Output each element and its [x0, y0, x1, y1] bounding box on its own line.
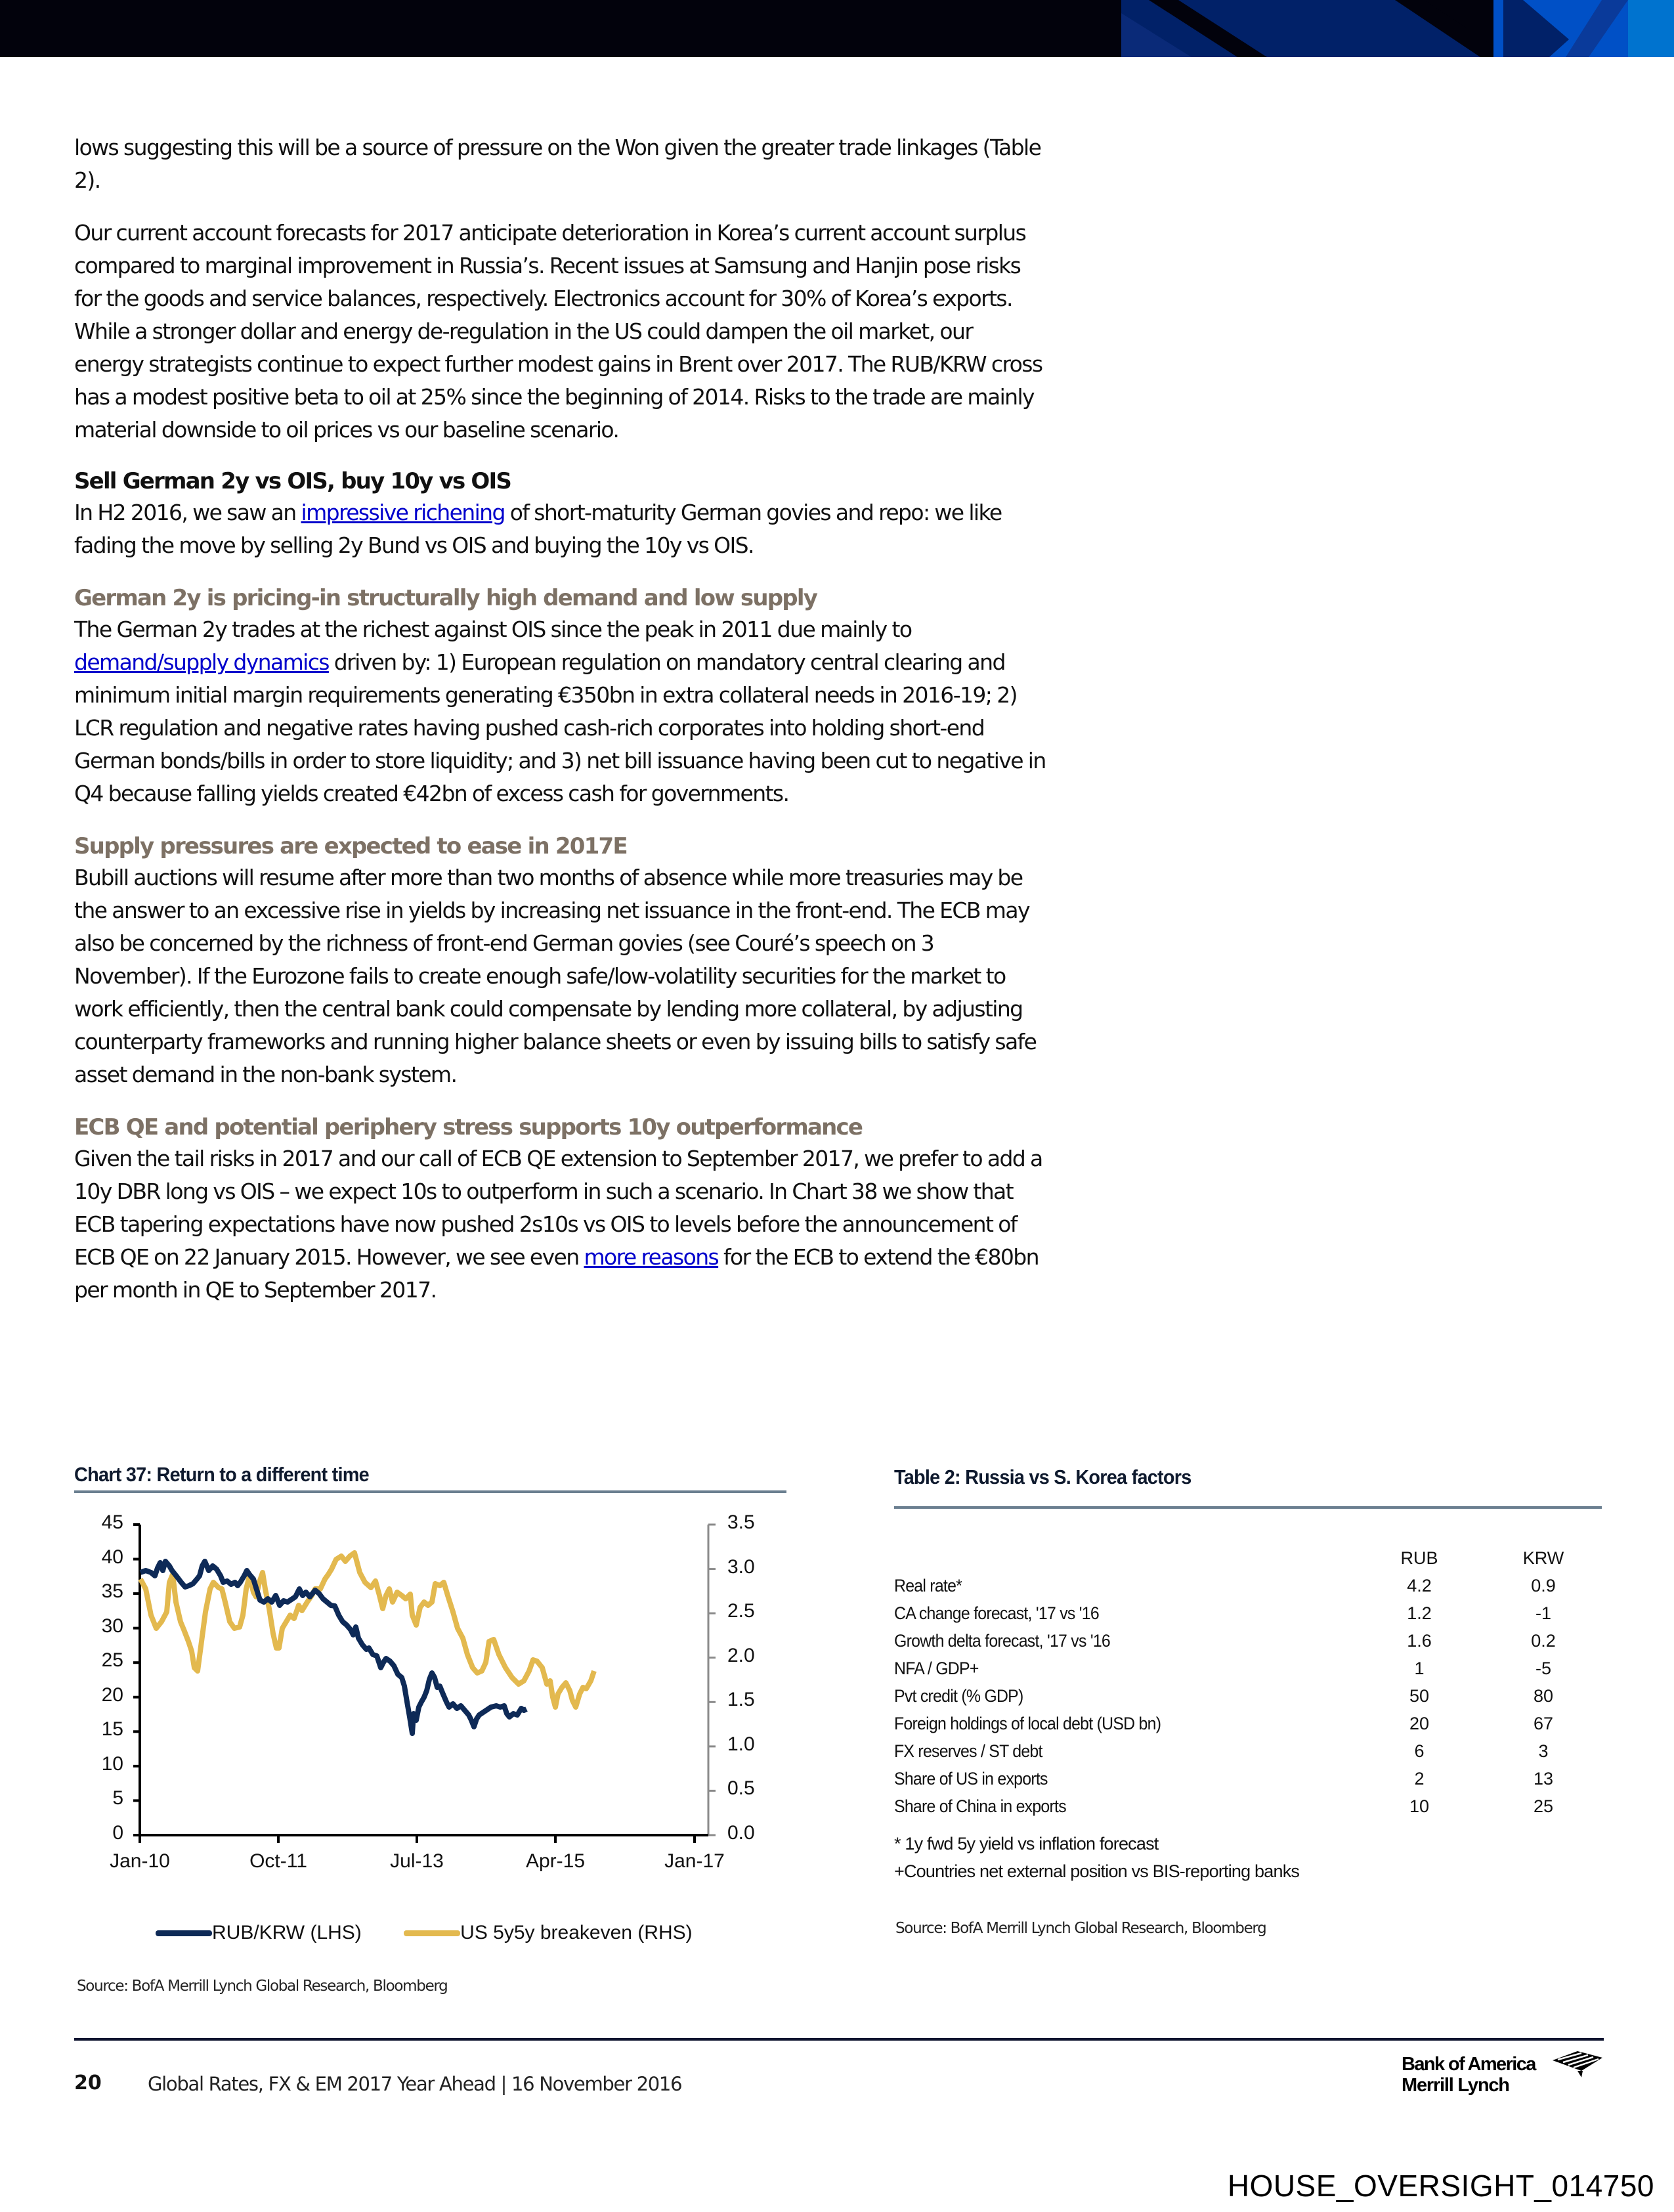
paragraph: Bubill auctions will resume after more than two months of absence while more treasuries may be the answer to an excessive rise in yields by increasing net issuance in the front-end. The ECB may also be concerned by the richness of front-end German govies (see Couré’s speech on 3 November). If the Eurozone fails to create enough safe/low-volatility securities for the market to work efficiently, then the central bank could compensate by lending more collateral, by adjusting counterparty frameworks and running higher balance sheets or even by issuing bills to satisfy safe asset demand in the non-bank system.: [74, 865, 1037, 1087]
x-tick-label: Apr-15: [525, 1850, 586, 1872]
cell: 13: [1533, 1768, 1554, 1789]
legend-label: US 5y5y breakeven (RHS): [460, 1922, 693, 1944]
table-title-rule: [894, 1506, 1602, 1509]
cell: 50: [1409, 1685, 1430, 1706]
chart-37: [74, 1463, 786, 1493]
header-cell: KRW: [1522, 1548, 1564, 1568]
row-label: FX reserves / ST debt: [894, 1741, 1042, 1761]
y2-tick-label: 2.0: [727, 1644, 755, 1666]
legend-label: RUB/KRW (LHS): [212, 1922, 362, 1944]
y-tick-label: 5: [112, 1787, 123, 1810]
y2-tick-label: 1.0: [727, 1733, 755, 1755]
paragraph: [74, 613, 1046, 810]
header-cell: RUB: [1400, 1548, 1438, 1568]
link-impressive-richening[interactable]: impressive richening: [301, 500, 505, 525]
banner-graphic-icon: [0, 0, 1674, 57]
table-title: Table 2: Russia vs S. Korea factors: [894, 1465, 1191, 1488]
y-tick-label: 10: [101, 1752, 123, 1775]
row-label: Foreign holdings of local debt (USD bn): [894, 1713, 1161, 1733]
cell: 1: [1414, 1658, 1425, 1678]
footer-rule: [74, 2038, 1604, 2041]
cell: 3: [1538, 1741, 1549, 1761]
y2-tick-label: 2.5: [727, 1600, 755, 1622]
table-row: [894, 1792, 1602, 1820]
row-label: NFA / GDP+: [894, 1658, 979, 1678]
legend-swatch-rub-krw: [156, 1930, 212, 1936]
footnote: +Countries net external position vs BIS-reporting banks: [894, 1861, 1300, 1881]
cell: 67: [1533, 1713, 1554, 1733]
y2-tick-label: 0.0: [727, 1821, 755, 1844]
y-tick-label: 30: [101, 1615, 123, 1637]
link-more-reasons[interactable]: more reasons: [584, 1244, 719, 1270]
row-label: Share of China in exports: [894, 1796, 1066, 1816]
logo-text-line2: Merrill Lynch: [1402, 2075, 1509, 2096]
chart-source: Source: BofA Merrill Lynch Global Research, Bloomberg: [77, 1978, 448, 1995]
table-row: [894, 1599, 1602, 1627]
factors-table: [894, 1544, 1602, 1820]
sub-heading: ECB QE and potential periphery stress supports 10y outperformance: [74, 1114, 863, 1140]
y-tick-label: 20: [101, 1683, 123, 1706]
table-row: [894, 1682, 1602, 1710]
text: In H2 2016, we saw an: [74, 500, 301, 525]
table-source: Source: BofA Merrill Lynch Global Research, Bloomberg: [895, 1920, 1266, 1937]
table-row: [894, 1765, 1602, 1792]
chart-title: Chart 37: Return to a different time: [74, 1463, 369, 1486]
cell: 0.9: [1531, 1575, 1556, 1595]
x-tick-label: Jan-17: [664, 1850, 725, 1872]
table-row: [894, 1627, 1602, 1655]
cell: 1.2: [1407, 1603, 1432, 1623]
cell: 10: [1409, 1796, 1430, 1816]
cell: -1: [1535, 1603, 1551, 1623]
y-tick-label: 45: [101, 1511, 123, 1533]
y2-tick-label: 3.0: [727, 1555, 755, 1578]
table-2: [894, 1465, 1602, 1937]
link-demand-supply-dynamics[interactable]: demand/supply dynamics: [74, 649, 329, 675]
text: of short-maturity German govies and repo: we like fading the move by selling 2y Bund vs OIS and buying the 10y vs OIS.: [74, 500, 1002, 558]
table-row: [894, 1710, 1602, 1737]
report-title: Global Rates, FX & EM 2017 Year Ahead | 16 November 2016: [148, 2073, 682, 2095]
table-row: [894, 1572, 1602, 1599]
paragraph: lows suggesting this will be a source of pressure on the Won given the greater trade linkages (Table 2).: [74, 135, 1041, 193]
y-tick-label: 35: [101, 1580, 123, 1603]
cell: 4.2: [1407, 1575, 1432, 1595]
cell: 1.6: [1407, 1630, 1432, 1651]
cell: 0.2: [1531, 1630, 1556, 1651]
text: for the ECB to extend the €80bn per month in QE to September 2017.: [74, 1244, 1039, 1303]
logo-text-line1: Bank of America: [1402, 2054, 1535, 2075]
paragraph: [74, 496, 1046, 562]
text: The German 2y trades at the richest against OIS since the peak in 2011 due mainly to: [74, 617, 912, 642]
chart-left-axis-labels: [79, 1511, 123, 1856]
y-tick-label: 40: [101, 1546, 123, 1568]
footnote: * 1y fwd 5y yield vs inflation forecast: [894, 1834, 1159, 1854]
top-banner: [0, 0, 1674, 57]
cell: 2: [1414, 1768, 1425, 1789]
x-tick-label: Oct-11: [249, 1850, 307, 1872]
cell: 25: [1533, 1796, 1554, 1816]
sub-heading: Supply pressures are expected to ease in 2017E: [74, 833, 627, 859]
table-footnotes: [894, 1830, 1299, 1885]
text: Given the tail risks in 2017 and our call of ECB QE extension to September 2017, we prefer to add a 10y DBR long vs OIS – we expect 10s to outperform in such a scenario. In Chart 38 we show that ECB tapering expectations have now pushed 2s10s vs OIS to levels before the announcement of ECB QE on 22 January 2015. However, we see even: [74, 1146, 1042, 1270]
section-heading: Sell German 2y vs OIS, buy 10y vs OIS: [74, 468, 511, 494]
paragraph: [74, 1142, 1046, 1307]
cell: 6: [1414, 1741, 1425, 1761]
x-tick-label: Jul-13: [390, 1850, 444, 1872]
table-header-row: [894, 1544, 1602, 1572]
text: driven by: 1) European regulation on mandatory central clearing and minimum initial margin requirements generating €350bn in extra collateral needs in 2016-19; 2) LCR regulation and negative rates having pushed cash-rich corporates into holding short-end German bonds/bills in order to store liquidity; and 3) net bill issuance having been cut to negative in Q4 because falling yields created €42bn of excess cash for governments.: [74, 649, 1046, 806]
chart-title-rule: [74, 1490, 786, 1493]
cell: -5: [1535, 1658, 1551, 1678]
row-label: CA change forecast, '17 vs '16: [894, 1603, 1099, 1623]
page-number: 20: [74, 2071, 102, 2094]
table-row: [894, 1655, 1602, 1682]
chart-legend: [156, 1921, 693, 1944]
flag-logo-icon: [1551, 2049, 1604, 2081]
row-label: Pvt credit (% GDP): [894, 1685, 1023, 1706]
bates-number: HOUSE_OVERSIGHT_014750: [1227, 2169, 1654, 2203]
table-row: [894, 1737, 1602, 1765]
y2-tick-label: 0.5: [727, 1777, 755, 1800]
sub-heading: German 2y is pricing-in structurally high demand and low supply: [74, 585, 817, 611]
y-tick-label: 0: [112, 1821, 123, 1844]
y-tick-label: 15: [101, 1718, 123, 1741]
paragraph: Our current account forecasts for 2017 anticipate deterioration in Korea’s current account surplus compared to marginal improvement in Russia’s. Recent issues at Samsung and Hanjin pose risks for the goods and service balances, respectively. Electronics account for 30% of Korea’s exports. While a stronger dollar and energy de-regulation in the US could dampen the oil market, our energy strategists continue to expect further modest gains in Brent over 2017. The RUB/KRW cross has a modest positive beta to oil at 25% since the beginning of 2014. Risks to the trade are mainly material downside to oil prices vs our baseline scenario.: [74, 220, 1042, 443]
row-label: Real rate*: [894, 1575, 962, 1595]
cell: 80: [1533, 1685, 1554, 1706]
article-body: [74, 131, 1046, 1307]
legend-swatch-breakeven: [404, 1930, 460, 1936]
row-label: Share of US in exports: [894, 1768, 1048, 1789]
row-label: Growth delta forecast, '17 vs '16: [894, 1630, 1111, 1651]
cell: 20: [1409, 1713, 1430, 1733]
bofa-merrill-logo: [1402, 2054, 1612, 2113]
y-tick-label: 25: [101, 1649, 123, 1672]
y2-tick-label: 1.5: [727, 1689, 755, 1711]
x-tick-label: Jan-10: [110, 1850, 170, 1872]
y2-tick-label: 3.5: [727, 1511, 755, 1533]
chart-right-axis-labels: [727, 1511, 773, 1867]
